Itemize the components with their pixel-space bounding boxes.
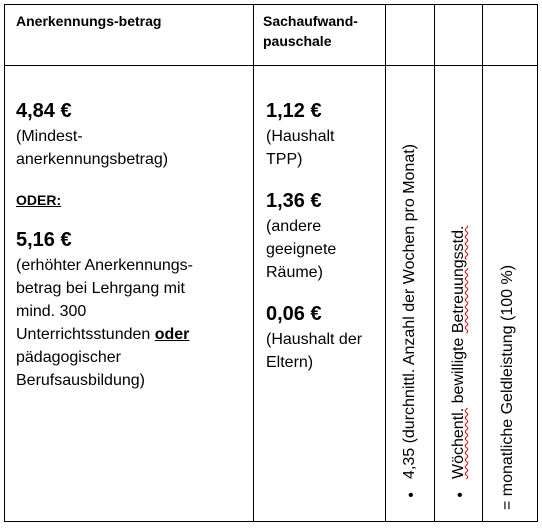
note-line	[16, 323, 248, 346]
note-line: (andere	[266, 218, 322, 235]
calculation-table	[4, 4, 538, 522]
oder-label: ODER:	[16, 192, 62, 208]
oder-inline: oder	[154, 326, 190, 343]
header-line: Sachaufwand-	[263, 13, 358, 29]
anerkennungsbetrag-cell	[16, 97, 248, 392]
sachaufwand-cell	[266, 97, 382, 374]
amount-other-rooms: 1,36 €	[266, 190, 322, 212]
weeks-per-month-text: 4,35 (durchnittl. Anzahl der Wochen pro Monat)	[401, 144, 418, 479]
amount-tpp: 1,12 €	[266, 100, 322, 122]
note-line: geeignete	[266, 241, 337, 258]
note-line: (erhöhter Anerkennungs-	[16, 257, 193, 274]
note-line: mind. 300	[16, 303, 87, 320]
amount-minimum: 4,84 €	[16, 100, 72, 122]
column-divider	[482, 5, 483, 521]
note-line: Räume)	[266, 264, 323, 281]
note-line: anerkennungsbetrag)	[16, 151, 169, 168]
note-line: (Mindest-	[16, 128, 83, 145]
note-line: Eltern)	[266, 354, 314, 371]
amount-increased: 5,16 €	[16, 229, 72, 251]
note-line: TPP)	[266, 151, 303, 168]
note-line: betrag bei Lehrgang mit	[16, 280, 185, 297]
spellcheck-word: Betreuungsstd.	[450, 225, 467, 334]
spellcheck-word: Wöchentl.	[450, 407, 467, 479]
note-line: (Haushalt	[266, 128, 335, 145]
column-divider	[434, 5, 435, 521]
bullet-marker: •	[457, 487, 463, 504]
header-line: pauschale	[263, 33, 332, 49]
vertical-text: bewilligte	[450, 333, 467, 408]
amount-parents-household: 0,06 €	[266, 303, 322, 325]
note-line: (Haushalt der	[266, 331, 363, 348]
header-sachaufwandpauschale	[263, 11, 358, 51]
monthly-payment-text: = monatliche Geldleistung (100 %)	[499, 264, 516, 510]
note-line: pädagogischer	[16, 349, 121, 366]
weekly-hours-text	[450, 226, 468, 479]
bullet-marker: •	[408, 487, 414, 504]
note-text: Unterrichtsstunden	[16, 326, 155, 343]
column-divider	[253, 5, 254, 521]
column-divider	[385, 5, 386, 521]
header-anerkennungsbetrag: Anerkennungs-betrag	[16, 13, 162, 29]
note-line: Berufsausbildung)	[16, 372, 145, 389]
header-divider	[5, 65, 537, 66]
